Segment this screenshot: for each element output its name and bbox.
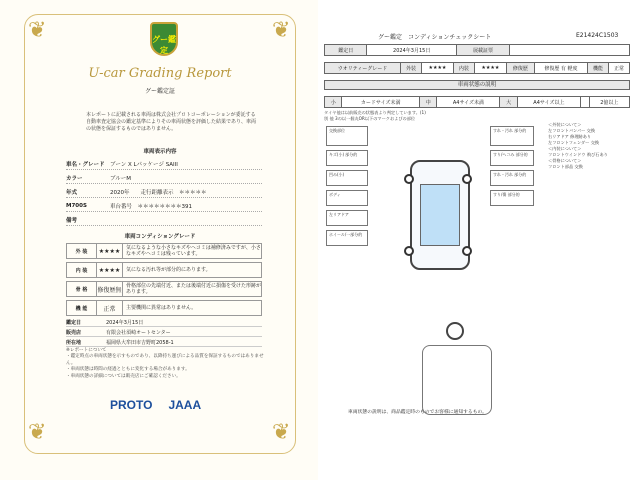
info-row: 鑑定日 2024年3月15日 <box>66 318 262 327</box>
damage-box: 交換部位 <box>326 126 368 146</box>
grade-row-function: 機 能 正常 主要機関に異常はありません。 <box>66 300 262 316</box>
sheet-header-title: グー鑑定 コンディションチェックシート <box>378 34 492 41</box>
damage-box: すり/傷 部分的 <box>490 190 534 206</box>
jaaa-logo: JAAA <box>168 398 202 412</box>
legend-line: タイヤ他は以前販売の状態表より判定しています。(1) <box>324 110 426 115</box>
interior-diagram <box>422 345 492 415</box>
ornament-bottom-left: ❦ <box>28 420 47 445</box>
vehicle-row: M700S 車台番号 ＊＊＊＊＊＊＊＊391 <box>66 200 262 212</box>
grading-report-panel <box>0 0 318 480</box>
wheel-icon <box>462 174 472 184</box>
damage-box: キズ(小) 部分的 <box>326 150 368 166</box>
damage-box: 凹み(小) <box>326 170 368 186</box>
damage-box: すれ・汚れ 部分的 <box>490 170 534 186</box>
vehicle-section-title: 車両表示内容 <box>143 149 177 155</box>
steering-wheel-icon <box>446 322 464 340</box>
ornament-bottom-right: ❦ <box>272 420 291 445</box>
legend-line: 別 他 3の以一個丸OR以下のマークおよびの部位 <box>324 116 416 121</box>
vehicle-row: 車名・グレード ブーン X Lパッケージ SAIII <box>66 158 262 170</box>
sheet-section-title: 車両状態の説明 <box>324 80 630 90</box>
proto-logo: PROTO <box>110 398 153 412</box>
ornament-top-left: ❦ <box>28 18 47 43</box>
damage-box: すれ・汚れ 部分的 <box>490 126 534 146</box>
vehicle-row: 年式 2020年 走行距離表示 ＊＊＊＊＊ <box>66 186 262 198</box>
damage-box: ボディ <box>326 190 368 206</box>
report-notes: ※レポートについて ・鑑定時点の車両状態を示すものであり、以降持ち運びによる品質を保証するものではありません。 ・車両状態は時間の経過とともに変化する場合があります。 ・車両状態の詳細については販売店にご確認ください。 <box>66 348 264 379</box>
car-top-view <box>410 160 470 270</box>
sheet-footer: 車両状態の説明は、商品鑑定時のものでお客様に通知するもの。 <box>348 410 487 415</box>
grade-row-frame: 骨 格 修復歴無 骨格部位の先端付近、または後端付近に損傷を受けた形跡があります。 <box>66 281 262 297</box>
wheel-icon <box>462 246 472 256</box>
car-glass <box>420 184 460 246</box>
info-row: 所在地 福岡県大牟田市吉野町2058-1 <box>66 338 262 347</box>
wheel-icon <box>404 174 414 184</box>
wheel-icon <box>404 246 414 256</box>
ornament-top-right: ❦ <box>272 18 291 43</box>
damage-box: すり/ヘコみ 部分的 <box>490 150 534 166</box>
damage-box: 左リアドア <box>326 210 368 226</box>
goo-badge: グー鑑定 <box>150 22 178 56</box>
size-legend-table: 小 カードサイズ未満 中 A4サイズ未満 大 A4サイズ以上 2億以上 <box>324 96 630 108</box>
logos <box>110 398 201 412</box>
info-row: 販売店 有限会社須崎オートセンター <box>66 328 262 337</box>
condition-check-sheet <box>318 0 640 480</box>
grade-section-title: 車両コンディショングレード <box>124 234 196 240</box>
sheet-code: E21424C1503 <box>576 32 619 39</box>
report-title: U-car Grading Report <box>88 66 232 81</box>
intro-text: 本レポートに記載される車両は株式会社プロトコーポレーションが委託する自動車査定協会の鑑定基準によりその車両状態を評価した結果であり、車両の状態を保証するものではありません。 <box>86 112 257 132</box>
grade-row-interior: 内 装 ★★★★ 気になる汚れ等が部分的にあります。 <box>66 262 262 278</box>
vehicle-row: カラー ブルーM <box>66 172 262 184</box>
side-notes: ＜外装について＞ 左フロントバンパー 交換 右リアドア 修理跡あり 左フロントフェンダー 交換 ＜内装について＞ フロントウインドウ 飛び石あり ＜骨格について＞ フロント部品 交換 <box>548 122 608 169</box>
damage-box: ホイール/一部分的 <box>326 230 368 246</box>
date-table: 鑑定日 2024年3月15日 展載証票 <box>324 44 630 56</box>
vehicle-row: 備考 <box>66 214 262 226</box>
grade-row-exterior: 外 装 ★★★★ 気になるような小さなキズやヘコミは補修済みですが、小さなキズやヘコミは残っています。 <box>66 243 262 259</box>
report-subtitle: グー鑑定証 <box>144 88 175 95</box>
grade-table: ウオリティーグレード 外装 ★★★★ 内装 ★★★★ 修復歴 修復歴 有 軽度 機能 正常 <box>324 62 630 74</box>
